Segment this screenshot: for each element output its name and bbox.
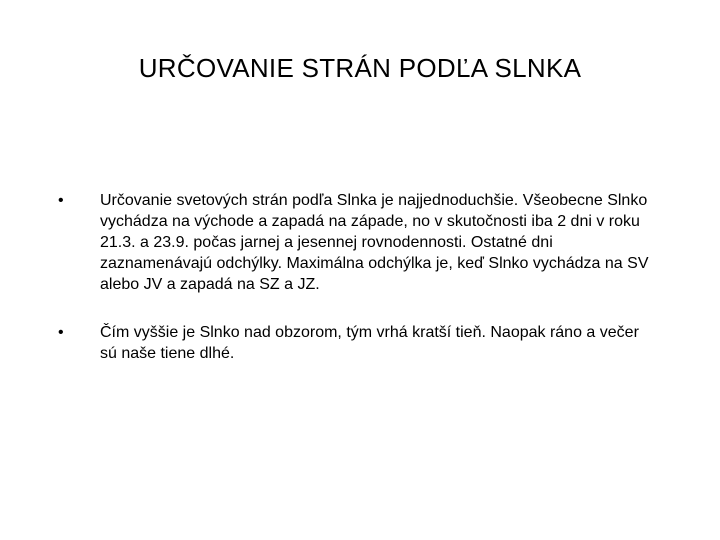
slide-title: URČOVANIE STRÁN PODĽA SLNKA: [138, 53, 582, 83]
bullet-marker: •: [58, 192, 64, 209]
bullet-item: [58, 190, 658, 295]
bullet-text: Určovanie svetových strán podľa Slnka je najjednoduchšie. Všeobecne Slnko vychádza na východe a zapadá na západe, no v skutočnosti iba 2 dni v roku 21.3. a 23.9. počas jarnej a jesennej rovnodennosti. Ostatné dni zaznamenávajú odchýlky. Maximálna odchýlka je, keď Slnko vychádza na SV alebo JV a zapadá na SZ a JZ.: [100, 192, 649, 293]
bullet-marker: •: [58, 324, 64, 341]
bullet-list: [58, 190, 658, 391]
bullet-text: Čím vyššie je Slnko nad obzorom, tým vrhá kratší tieň. Naopak ráno a večer sú naše tiene dlhé.: [100, 324, 639, 362]
bullet-item: [58, 322, 658, 364]
